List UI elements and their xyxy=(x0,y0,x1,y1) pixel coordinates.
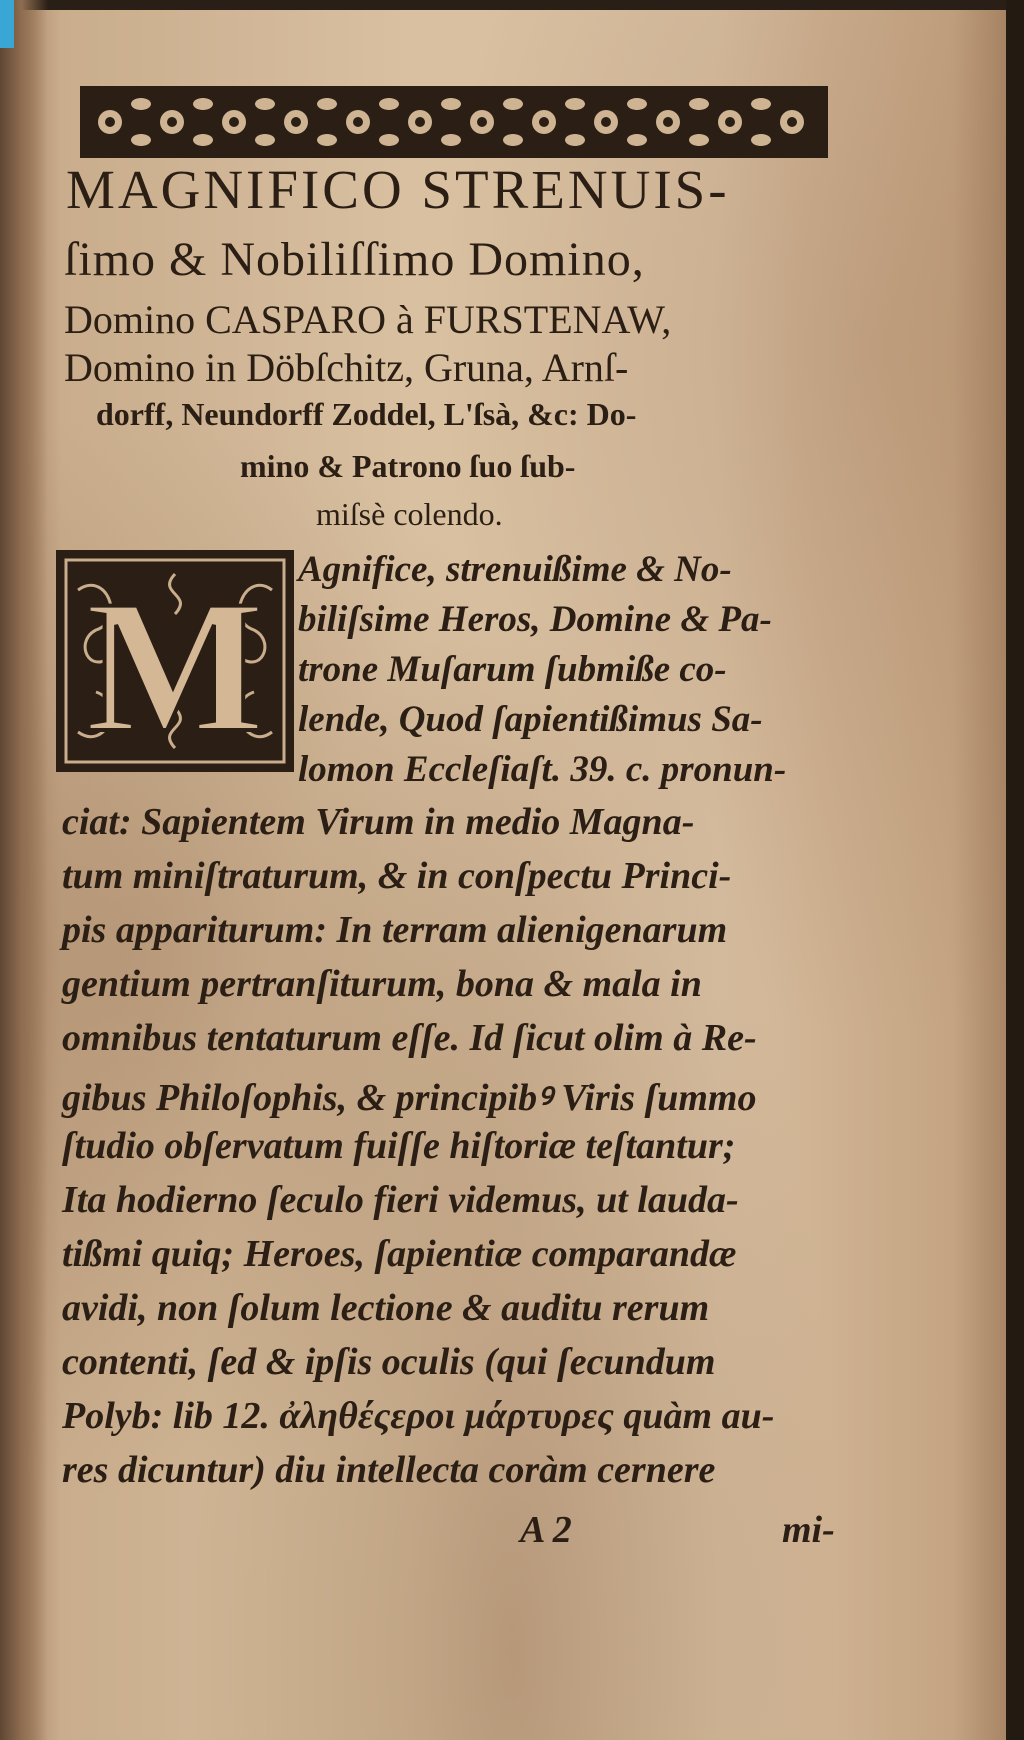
body-line-15: avidi, non ſolum lectione & auditu rerum xyxy=(62,1287,710,1329)
catchword: mi- xyxy=(782,1509,835,1551)
initial-letter: M xyxy=(85,562,265,772)
body-line-17: Polyb: lib 12. ἀληθέςεροι μάρτυρες quàm au- xyxy=(62,1395,775,1437)
body-line-3: trone Muſarum ſubmiße co- xyxy=(298,649,727,690)
dedication-line-3: Domino CASPARO à FURSTENAW, xyxy=(64,297,672,342)
body-line-7: tum miniſtraturum, & in conſpectu Princi- xyxy=(62,855,732,897)
body-line-6: ciat: Sapientem Virum in medio Magna- xyxy=(62,801,695,843)
body-line-18: res dicuntur) diu intellecta coràm cernere xyxy=(62,1449,716,1491)
dedication-line-4: Domino in Döbſchitz, Gruna, Arnſ- xyxy=(64,345,629,390)
body-line-16: contenti, ſed & ipſis oculis (qui ſecundum xyxy=(62,1341,716,1383)
body-line-4: lende, Quod ſapientißimus Sa- xyxy=(298,699,763,740)
body-line-8: pis appariturum: In terram alienigenarum xyxy=(62,909,728,951)
bookmark-tab xyxy=(0,0,14,48)
decorated-initial xyxy=(56,550,294,772)
ornament-band xyxy=(80,86,828,158)
signature-mark: A 2 xyxy=(520,1509,572,1551)
body-line-12: ſtudio obſervatum fuiſſe hiſtoriæ teſtantur; xyxy=(62,1125,736,1167)
body-line-1: Agnifice, strenuißime & No- xyxy=(298,549,732,590)
page-top-edge xyxy=(0,0,1024,10)
body-line-13: Ita hodierno ſeculo fieri videmus, ut lauda- xyxy=(62,1179,739,1221)
dedication-line-1: MAGNIFICO STRENUIS- xyxy=(66,159,730,220)
dedication-line-5: dorff, Neundorff Zoddel, L'ſsà, &c: Do- xyxy=(96,396,637,432)
body-line-2: biliſsime Heros, Domine & Pa- xyxy=(298,599,772,640)
dedication-line-6: mino & Patrono ſuo ſub- xyxy=(240,448,576,484)
body-line-9: gentium pertranſiturum, bona & mala in xyxy=(62,963,702,1005)
dedication-line-2: ſimo & Nobiliſſimo Domino, xyxy=(64,233,645,286)
body-line-11: gibus Philoſophis, & principibꝰ Viris ſummo xyxy=(62,1077,757,1119)
page-left-edge xyxy=(0,0,48,1740)
body-line-10: omnibus tentaturum eſſe. Id ſicut olim à Re- xyxy=(62,1017,757,1059)
page-right-edge xyxy=(1006,0,1024,1740)
dedication-line-7: miſsè colendo. xyxy=(316,496,503,532)
body-line-5: lomon Eccleſiaſt. 39. c. pronun- xyxy=(298,749,787,790)
body-line-14: tißmi quiq; Heroes, ſapientiæ comparandæ xyxy=(62,1233,737,1275)
